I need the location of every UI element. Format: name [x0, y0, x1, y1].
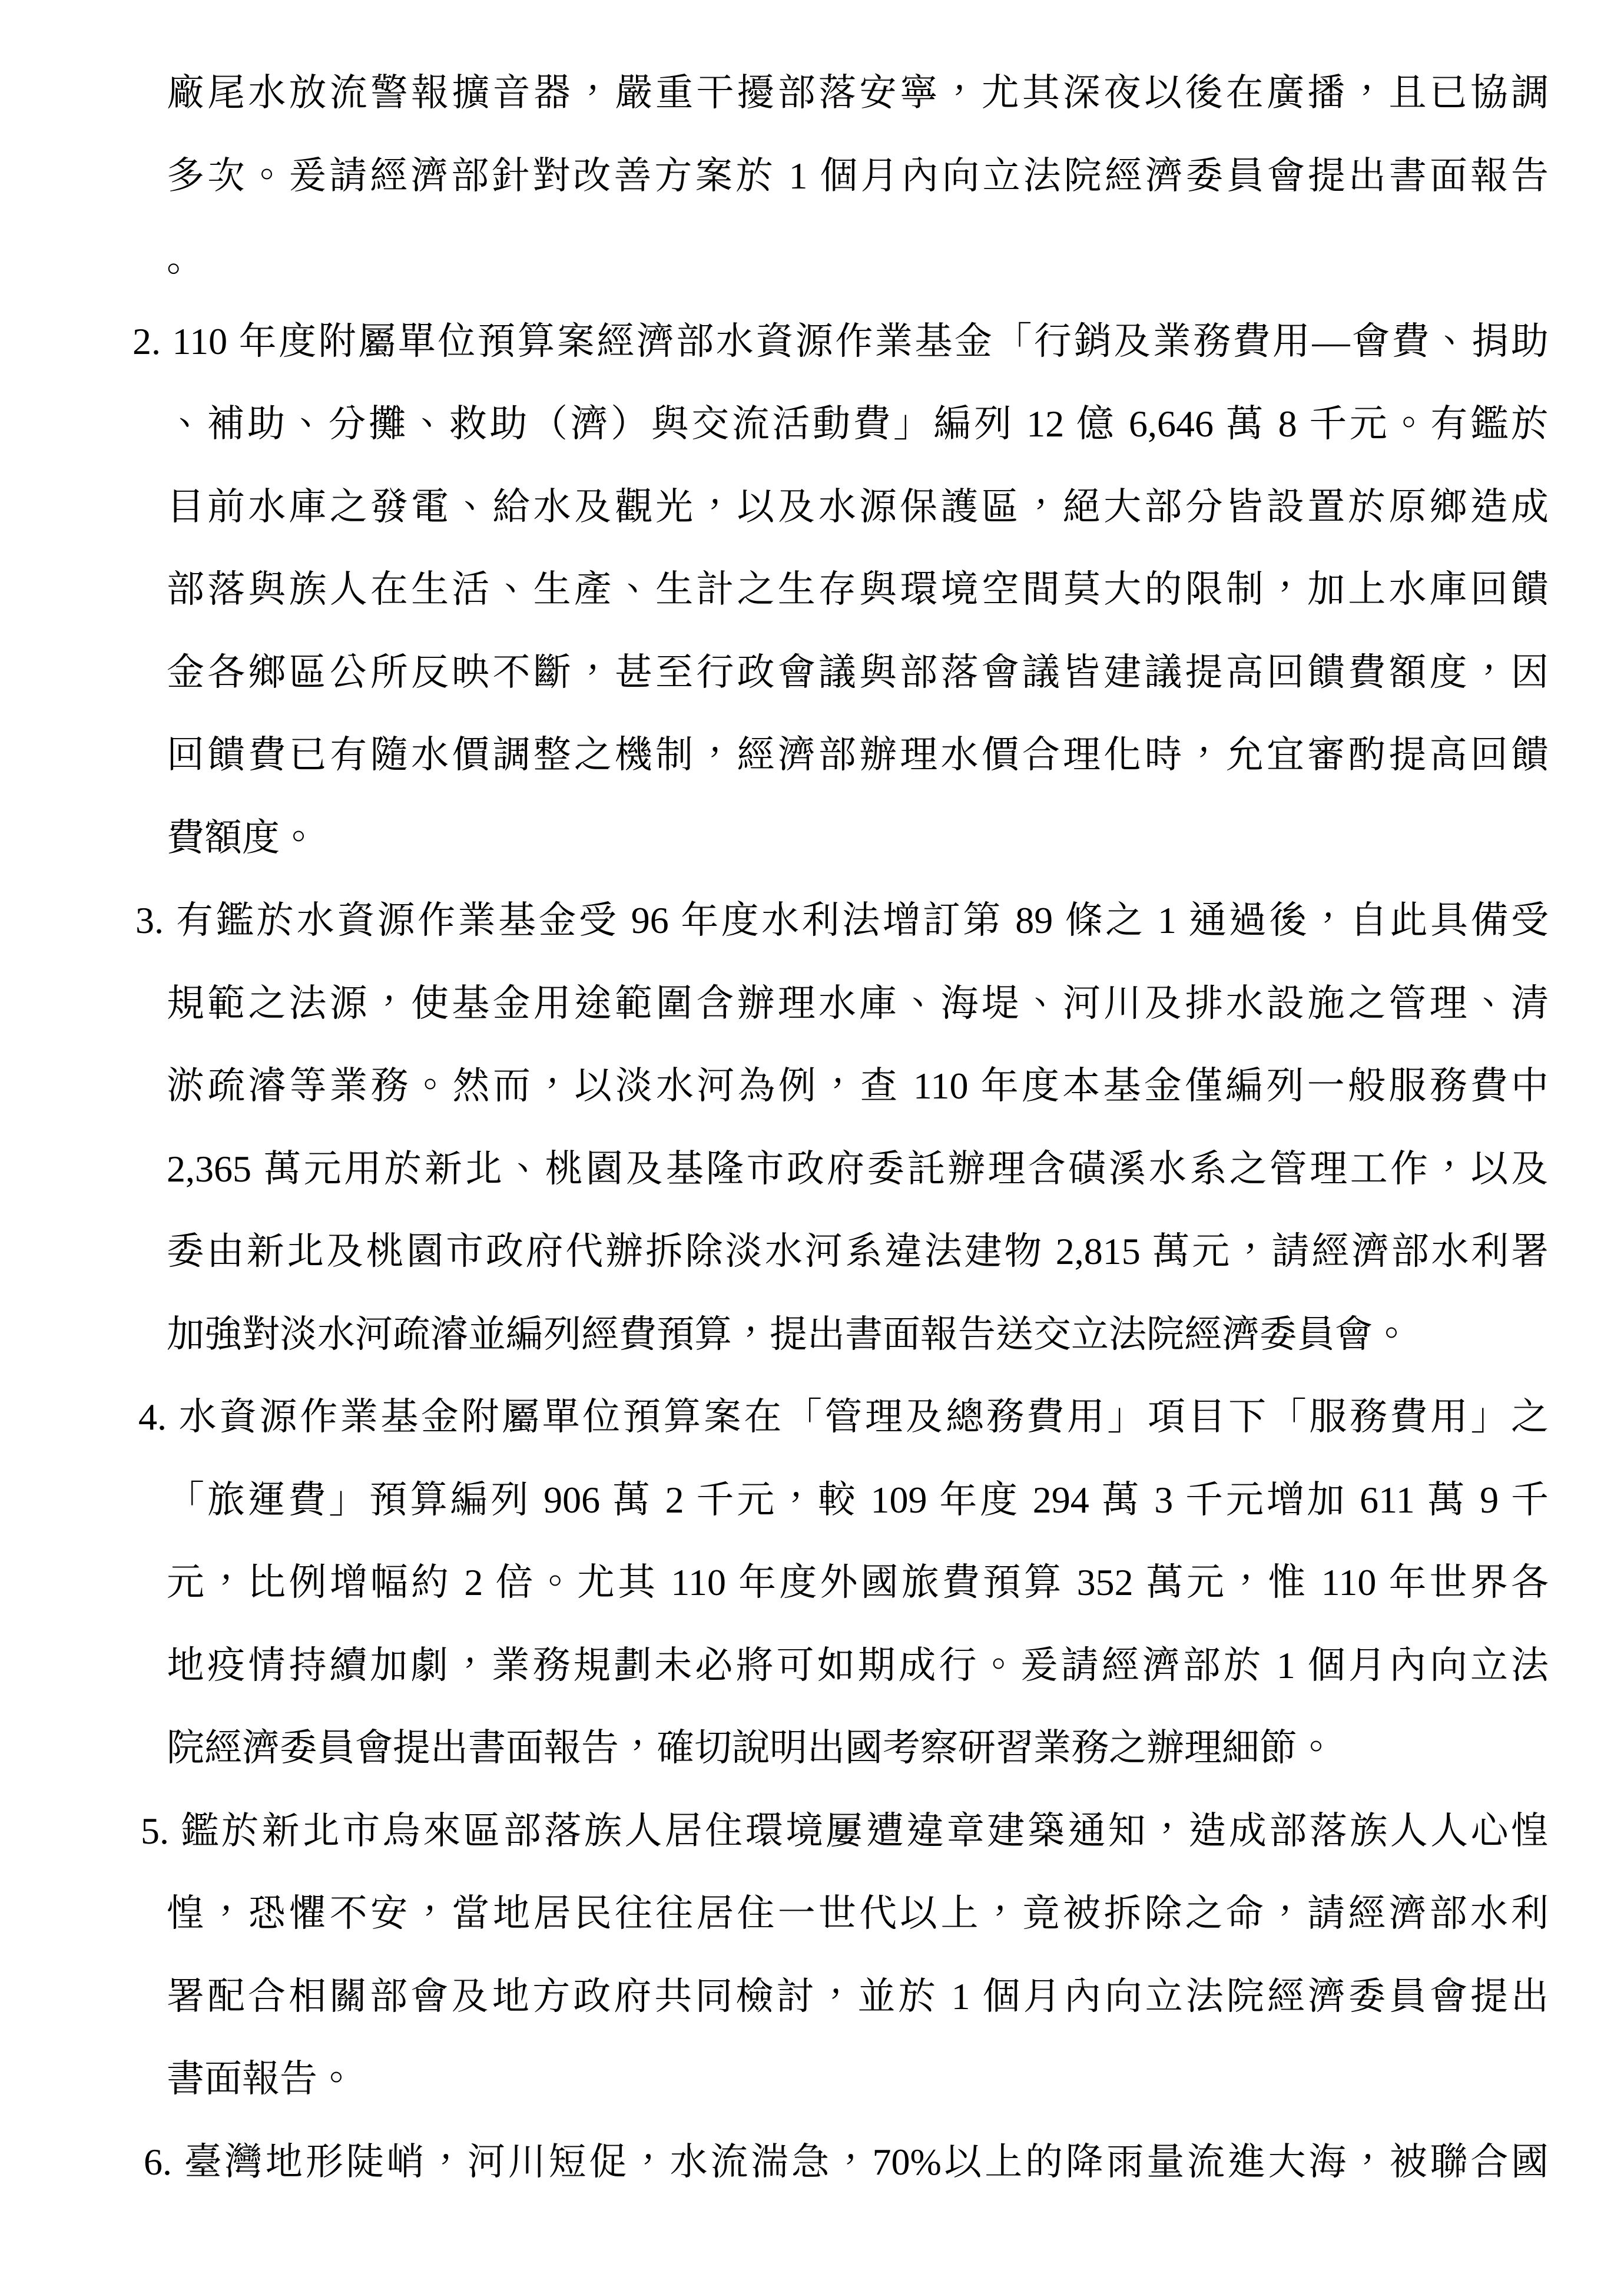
text-line: 廠尾水放流警報擴音器，嚴重干擾部落安寧，尤其深夜以後在廣播，且已協調	[167, 72, 1549, 114]
item-number: 6.	[144, 2140, 172, 2183]
text-line: 惶，恐懼不安，當地居民往往居住一世代以上，竟被拆除之命，請經濟部水利	[167, 1892, 1549, 1934]
text-line: 元，比例增幅約 2 倍。尤其 110 年度外國旅費預算 352 萬元，惟 110 年世界各	[167, 1561, 1549, 1603]
text-line: 金各鄉區公所反映不斷，甚至行政會議與部落會議皆建議提高回饋費額度，因	[167, 651, 1549, 693]
text-line: 部落與族人在生活、生產、生計之生存與環境空間莫大的限制，加上水庫回饋	[167, 568, 1549, 610]
text-line: 多次。爰請經濟部針對改善方案於 1 個月內向立法院經濟委員會提出書面報告	[167, 154, 1549, 197]
text-line: 目前水庫之發電、給水及觀光，以及水源保護區，絕大部分皆設置於原鄉造成	[167, 485, 1549, 528]
text-line: 委由新北及桃園市政府代辦拆除淡水河系違法建物 2,815 萬元，請經濟部水利署	[167, 1230, 1549, 1272]
numbered-paragraph	[138, 1376, 1549, 1790]
document-body	[132, 52, 1549, 2203]
numbered-paragraph	[141, 1790, 1549, 2121]
text-line: 、補助、分攤、救助（濟）與交流活動費」編列 12 億 6,646 萬 8 千元。有鑑於	[167, 403, 1549, 445]
text-line: 費額度。	[167, 816, 317, 859]
numbered-line	[141, 1790, 1549, 1873]
text-line: 院經濟委員會提出書面報告，確切說明出國考察研習業務之辦理細節。	[167, 1727, 1335, 1769]
text-line: 淤疏濬等業務。然而，以淡水河為例，查 110 年度本基金僅編列一般服務費中	[167, 1065, 1549, 1107]
line-text: 鑑於新北市烏來區部落族人居住環境屢遭違章建築通知，造成部落族人人心惶	[181, 1809, 1549, 1852]
numbered-line	[138, 1376, 1549, 1459]
text-line: 回饋費已有隨水價調整之機制，經濟部辦理水價合理化時，允宜審酌提高回饋	[167, 734, 1549, 776]
numbered-line	[132, 300, 1549, 383]
text-line: 規範之法源，使基金用途範圍含辦理水庫、海堤、河川及排水設施之管理、清	[167, 982, 1549, 1024]
item-number: 4.	[138, 1396, 167, 1438]
numbered-line	[135, 879, 1549, 962]
continuation-paragraph	[167, 52, 1549, 300]
text-line: 書面報告。	[167, 2058, 355, 2100]
text-line: 加強對淡水河疏濬並編列經費預算，提出書面報告送交立法院經濟委員會。	[167, 1313, 1410, 1355]
numbered-paragraph	[135, 879, 1549, 1376]
line-text: 水資源作業基金附屬單位預算案在「管理及總務費用」項目下「服務費用」之	[178, 1396, 1549, 1438]
line-text: 有鑑於水資源作業基金受 96 年度水利法增訂第 89 條之 1 通過後，自此具備受	[175, 899, 1549, 941]
line-text: 臺灣地形陡峭，河川短促，水流湍急，70%以上的降雨量流進大海，被聯合國	[184, 2140, 1549, 2183]
text-line: 地疫情持續加劇，業務規劃未必將可如期成行。爰請經濟部於 1 個月內向立法	[167, 1644, 1549, 1686]
text-line: 「旅運費」預算編列 906 萬 2 千元，較 109 年度 294 萬 3 千元增加 611 萬 9 千	[167, 1478, 1549, 1521]
text-line: 署配合相關部會及地方政府共同檢討，並於 1 個月內向立法院經濟委員會提出	[167, 1975, 1549, 2017]
numbered-paragraph	[132, 300, 1549, 880]
item-number: 2.	[132, 320, 161, 362]
numbered-paragraph	[144, 2121, 1549, 2204]
line-text: 110 年度附屬單位預算案經濟部水資源作業基金「行銷及業務費用—會費、捐助	[172, 320, 1549, 362]
text-line: 2,365 萬元用於新北、桃園及基隆市政府委託辦理含磺溪水系之管理工作，以及	[167, 1147, 1549, 1190]
text-line: 。	[167, 237, 204, 279]
numbered-line	[144, 2121, 1549, 2204]
item-number: 5.	[141, 1809, 169, 1852]
item-number: 3.	[135, 899, 164, 941]
